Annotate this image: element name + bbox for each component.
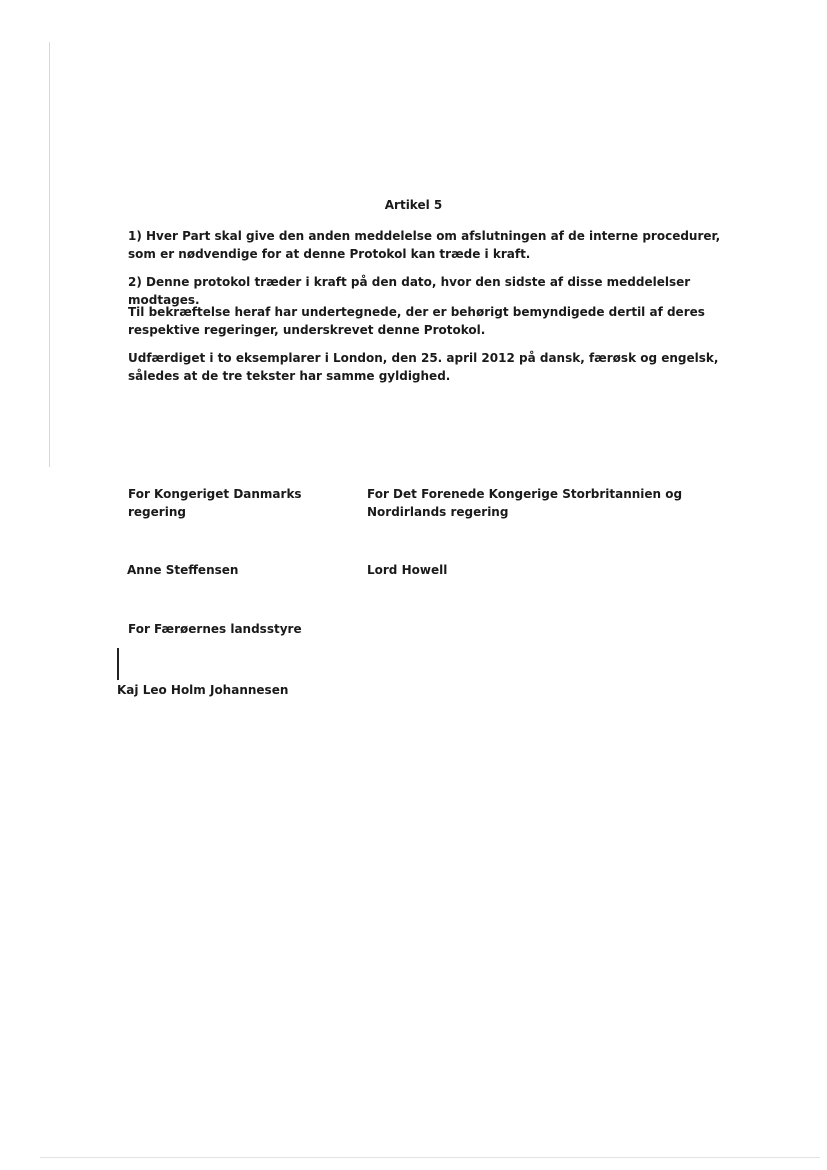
signatory-name-denmark: Anne Steffensen — [127, 563, 239, 577]
paragraph-entry-into-force-notification: 1) Hver Part skal give den anden meddelelse om afslutningen af de interne procedurer, som er nødvendige for at denne Protokol kan træde i kraft. — [128, 229, 721, 261]
signature-government-faroe: For Færøernes landsstyre — [128, 622, 302, 636]
signature-government-denmark: For Kongeriget Danmarks regering — [128, 487, 302, 519]
paragraph-done-at-clause: Udfærdiget i to eksemplarer i London, den 25. april 2012 på dansk, færøsk og engelsk, således at de tre tekster har samme gyldighed. — [128, 351, 719, 383]
signatory-name-uk: Lord Howell — [367, 563, 448, 577]
paragraph-witness-clause: Til bekræftelse heraf har undertegnede, der er behørigt bemyndigede dertil af deres respektive regeringer, underskrevet denne Protokol. — [128, 305, 705, 337]
scan-bottom-line — [40, 1157, 820, 1158]
article-heading: Artikel 5 — [384, 198, 443, 212]
margin-mark — [117, 648, 119, 680]
paragraph-entry-into-force-date: 2) Denne protokol træder i kraft på den dato, hvor den sidste af disse meddelelser modtages. — [128, 275, 691, 307]
signatory-name-faroe: Kaj Leo Holm Johannesen — [117, 683, 289, 697]
signature-government-uk: For Det Forenede Kongerige Storbritannien og Nordirlands regering — [367, 487, 683, 519]
scan-edge-line — [49, 42, 50, 467]
